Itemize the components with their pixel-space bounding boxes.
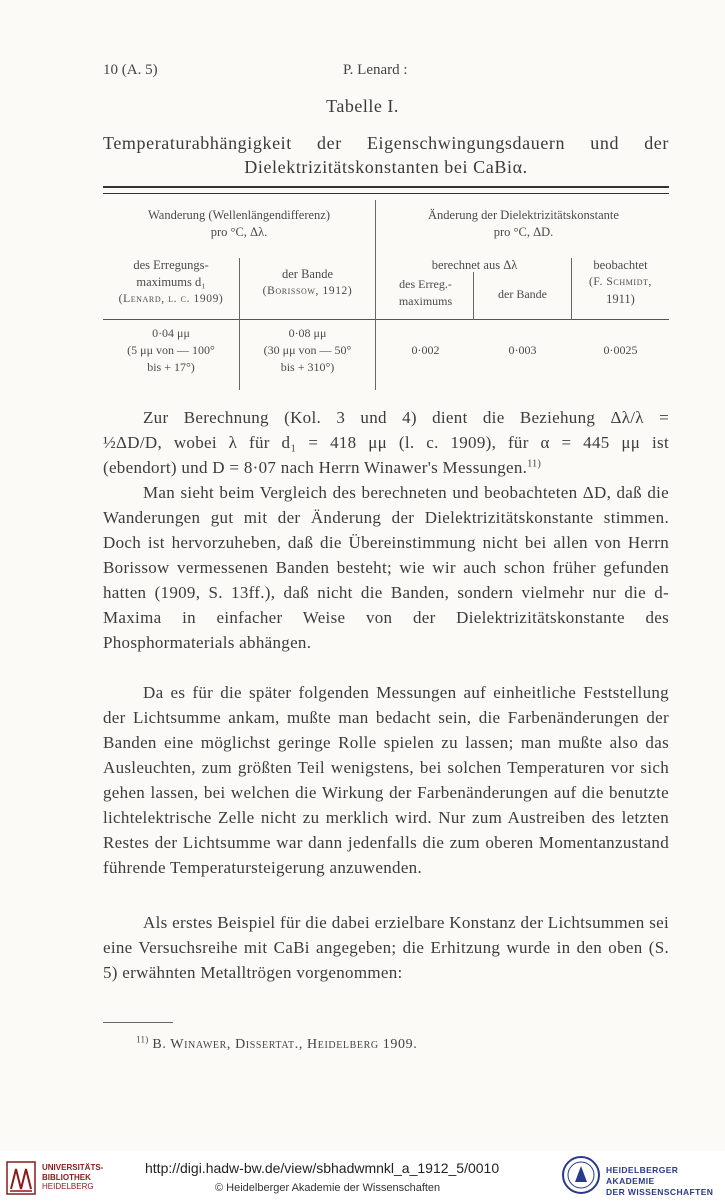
p4-text: Als erstes Beispiel für die dabei erzielbare Konstanz der Lichtsummen sei eine Versuchsreihe mit CaBi angegeben; die Erhitzung wurde in den oben (S. 5) erwähnten Metalltrögen vorgenommen:: [103, 913, 669, 982]
document-url-link[interactable]: http://digi.hadw-bw.de/view/sbhadwmnkl_a_1912_5/0010: [145, 1160, 500, 1176]
col5-line-2: (F. Schmidt,: [588, 276, 653, 288]
group-header-right: [378, 207, 669, 241]
table-top-rule-thick: [103, 186, 669, 188]
col1-line-1: des Erregungs-: [133, 258, 209, 272]
p2-text: Man sieht beim Vergleich des berechneten und beobachteten ΔD, daß die Wanderungen gut mit der Änderung der Dielektrizitätskonstante stimmen. Doch ist hervorzuheben, daß die Übereinstimmung nicht bei allen von Herrn Borissow vermessenen Banden besteht; wie wir auch schon früher gefunden hatten (1909, S. 13ff.), daß nicht die Banden, sondern vielmehr nur die d-Maxima in einfacher Weise von der Dielektrizitätskonstante des Phosphormaterials abhängen.: [103, 483, 669, 652]
group-right-line-2: pro °C, ΔD.: [493, 225, 554, 239]
p1-line-3: (ebendort) und D = 8·07 nach Herrn Winawer's Messungen.: [103, 458, 528, 477]
cell-observed: 0·0025: [603, 343, 638, 357]
subgroup-header-computed: berechnet aus Δλ: [431, 258, 518, 272]
caption-line-1: Temperaturabhängigkeit der Eigenschwingungsdauern und der: [103, 133, 669, 153]
ub-line-3: HEIDELBERG: [42, 1182, 94, 1191]
academy-seal-icon: [561, 1155, 601, 1195]
group-right-line-1: Änderung der Dielektrizitätskonstante: [428, 208, 619, 222]
paragraph-4: [103, 910, 669, 985]
group-header-left: [103, 207, 375, 241]
col-header-der-bande: der Bande: [498, 287, 547, 301]
col-header-beobachtet: [572, 257, 669, 308]
col2-line-2: (Borissow, 1912): [262, 285, 353, 297]
p1-line-2: ½ΔD/D, wobei λ für d₁ = 418 μμ (l. c. 1909), für α = 445 μμ ist: [103, 433, 669, 452]
group-left-line-2: pro °C, Δλ.: [210, 225, 268, 239]
footnote-text: B. Winawer, Dissertat., Heidelberg 1909.: [152, 1037, 418, 1052]
table-title: Tabelle I.: [326, 96, 399, 116]
c1-line-3: bis + 17°): [147, 360, 195, 374]
cell-computed-bande: 0·003: [508, 343, 537, 357]
col5-line-1: beobachtet: [593, 258, 648, 272]
page-reference: 10 (A. 5): [103, 62, 158, 78]
col5-line-3: 1911): [606, 292, 635, 306]
footer-bar: [0, 1151, 725, 1201]
paragraph-3: [103, 680, 669, 880]
p3-text: Da es für die später folgenden Messungen auf einheitliche Feststellung der Lichtsumme ankam, mußte man bedacht sein, die Farbenänderungen der Banden eine möglichst geringe Rolle spielen zu lassen; man mußte also das Ausleuchten, zum größten Teil wenigstens, bei solchen Temperaturen vor sich gehen lassen, bei welchen die Wirkung der Farbenänderungen auf die benutzte lichtelektrische Zelle nicht zu merklich wird. Nur zum Austreiben des letzten Restes der Lichtsumme war dann jedenfalls die zum oberen Momentanzustand führende Temperatursteigerung anzuwenden.: [103, 683, 669, 877]
footnote: [136, 1034, 418, 1053]
hadw-line-2: DER WISSENSCHAFTEN: [606, 1187, 714, 1197]
footnote-rule: [103, 1022, 173, 1023]
group-left-line-1: Wanderung (Wellenlängendifferenz): [147, 208, 331, 222]
table-divider-main: [375, 200, 376, 390]
col1-line-3: (Lenard, l. c. 1909): [118, 293, 224, 305]
c1-line-1: 0·04 μμ: [152, 326, 190, 340]
cell-computed-erreg: 0·002: [411, 343, 440, 357]
hadw-line-1: HEIDELBERGER AKADEMIE: [606, 1165, 679, 1186]
footnote-reference[interactable]: 11): [527, 458, 542, 470]
col2-line-1: der Bande: [281, 267, 334, 281]
copyright-notice: © Heidelberger Akademie der Wissenschaften: [215, 1182, 441, 1194]
academy-name: [606, 1165, 725, 1198]
p1-line-1: Zur Berechnung (Kol. 3 und 4) dient die Beziehung Δλ/λ =: [143, 408, 669, 427]
paragraph-2: [103, 480, 669, 655]
c2-line-2: (30 μμ von — 50°: [263, 343, 352, 357]
col1-line-2: maximums d₁: [136, 275, 206, 289]
footnote-marker: 11): [136, 1034, 149, 1045]
running-head: [103, 62, 667, 84]
col3-line-2: maximums: [398, 294, 453, 308]
col-header-erreg-maximums: [378, 276, 473, 310]
table-header-rule: [103, 319, 669, 320]
caption-line-2: Dielektrizitätskonstanten bei CaBiα.: [244, 157, 528, 177]
c1-line-2: (5 μμ von — 100°: [127, 343, 215, 357]
c2-line-1: 0·08 μμ: [288, 326, 327, 340]
cell-bande-value: [240, 325, 375, 376]
col3-line-1: des Erreg.-: [399, 277, 452, 291]
col-header-erregungsmaximums: [103, 257, 239, 308]
university-library-name: [42, 1163, 103, 1192]
table-top-rule-thin: [103, 193, 669, 194]
ub-line-2: BIBLIOTHEK: [42, 1172, 91, 1182]
table-caption: [103, 131, 669, 179]
running-author: P. Lenard :: [343, 62, 408, 78]
university-library-logo-icon: [6, 1161, 36, 1195]
c2-line-3: bis + 310°): [280, 360, 335, 374]
col-header-bande: [240, 266, 375, 300]
ub-line-1: UNIVERSITÄTS-: [42, 1163, 104, 1172]
paragraph-1: [103, 405, 669, 480]
cell-erregungsmaximum-value: [103, 325, 239, 376]
